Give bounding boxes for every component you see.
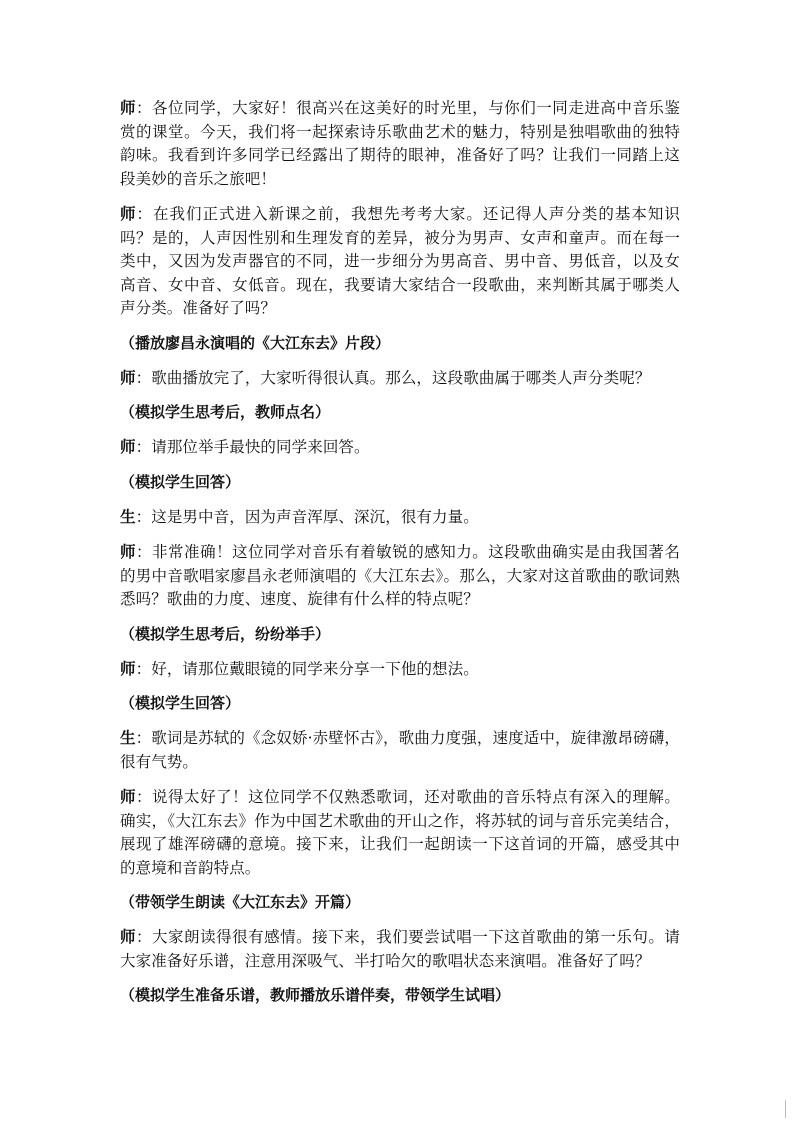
line-text: 好，请那位戴眼镜的同学来分享一下他的想法。 bbox=[151, 659, 479, 678]
speaker-separator: ： bbox=[135, 659, 152, 678]
speaker-separator: ： bbox=[136, 99, 153, 117]
line-text: 这是男中音，因为声音浑厚、深沉，很有力量。 bbox=[151, 507, 479, 526]
page-edge-mark bbox=[785, 1100, 786, 1118]
speaker-separator: ： bbox=[136, 205, 153, 223]
dialogue-line-teacher bbox=[120, 435, 680, 460]
line-text: 各位同学，大家好！很高兴在这美好的时光里，与你们一同走进高中音乐鉴赏的课堂。今天，我们将一起探索诗乐歌曲艺术的魅力，特别是独唱歌曲的独特韵味。我看到许多同学已经露出了期待的眼神，准备好了吗？让我们一同踏上这段美妙的音乐之旅吧！ bbox=[120, 99, 680, 188]
speaker-separator: ： bbox=[136, 788, 153, 806]
speaker-separator: ： bbox=[135, 507, 152, 526]
stage-direction: （模拟学生思考后，教师点名） bbox=[120, 403, 331, 421]
dialogue-line-teacher bbox=[120, 366, 680, 391]
dialogue-line-teacher bbox=[120, 96, 680, 191]
speaker-label: 师 bbox=[120, 658, 136, 678]
line-text: 歌词是苏轼的《念奴娇·赤壁怀古》，歌曲力度强，速度适中，旋律激昂磅礴，很有气势。 bbox=[120, 729, 680, 771]
speaker-separator: ： bbox=[136, 928, 153, 946]
line-text: 非常准确！这位同学对音乐有着敏锐的感知力。这段歌曲确实是由我国著名的男中音歌唱家廖昌永老师演唱的《大江东去》。那么，大家对这首歌曲的歌词熟悉吗？歌曲的力度、速度、旋律有什么样的特点呢？ bbox=[120, 543, 680, 608]
stage-direction: （模拟学生准备乐谱，教师播放乐谱伴奏，带领学生试唱） bbox=[120, 986, 511, 1004]
dialogue-line-student bbox=[120, 726, 680, 774]
line-text: 请那位举手最快的同学来回答。 bbox=[151, 438, 370, 456]
line-text: 歌曲播放完了，大家听得很认真。那么，这段歌曲属于哪类人声分类呢？ bbox=[151, 368, 651, 387]
dialogue-line-teacher bbox=[120, 540, 680, 612]
dialogue-line-teacher bbox=[120, 925, 680, 973]
dialogue-line-teacher bbox=[120, 785, 680, 880]
dialogue-line-student bbox=[120, 505, 680, 530]
speaker-separator: ： bbox=[135, 438, 152, 456]
stage-direction: （模拟学生回答） bbox=[120, 472, 241, 491]
stage-direction: （带领学生朗读《大江东去》开篇） bbox=[120, 893, 361, 911]
speaker-label: 师 bbox=[120, 204, 137, 223]
dialogue-line-teacher bbox=[120, 657, 680, 682]
document-body bbox=[120, 96, 680, 1018]
line-text: 说得太好了！这位同学不仅熟悉歌词，还对歌曲的音乐特点有深入的理解。确实，《大江东去》作为中国艺术歌曲的开山之作，将苏轼的词与音乐完美结合，展现了雄浑磅礴的意境。接下来，让我们一起朗读一下这首词的开篇，感受其中的意境和音韵特点。 bbox=[120, 788, 680, 877]
speaker-label: 师 bbox=[120, 367, 136, 387]
speaker-separator: ： bbox=[136, 543, 153, 561]
line-text: 在我们正式进入新课之前，我想先考考大家。还记得人声分类的基本知识吗？是的，人声因性别和生理发育的差异，被分为男声、女声和童声。而在每一类中，又因为发声器官的不同，进一步细分为男高音、男中音、男低音，以及女高音、女中音、女低音。现在，我要请大家结合一段歌曲，来判断其属于哪类人声分类。准备好了吗？ bbox=[120, 205, 680, 317]
line-text: 大家朗读得很有感情。接下来，我们要尝试唱一下这首歌曲的第一乐句。请大家准备好乐谱，注意用深吸气、半打哈欠的歌唱状态来演唱。准备好了吗？ bbox=[120, 928, 680, 970]
speaker-label: 师 bbox=[120, 542, 137, 561]
speaker-label: 生 bbox=[120, 506, 136, 526]
speaker-label: 师 bbox=[120, 927, 137, 946]
speaker-label: 师 bbox=[120, 98, 137, 117]
speaker-label: 师 bbox=[120, 787, 137, 806]
speaker-label: 生 bbox=[120, 728, 136, 747]
speaker-separator: ： bbox=[135, 368, 152, 387]
dialogue-line-teacher bbox=[120, 202, 680, 321]
speaker-label: 师 bbox=[120, 437, 136, 456]
stage-direction: （模拟学生思考后，纷纷举手） bbox=[120, 624, 331, 643]
speaker-separator: ： bbox=[135, 729, 152, 747]
stage-direction: （模拟学生回答） bbox=[120, 694, 241, 712]
stage-direction: （播放廖昌永演唱的《大江东去》片段） bbox=[120, 333, 391, 352]
